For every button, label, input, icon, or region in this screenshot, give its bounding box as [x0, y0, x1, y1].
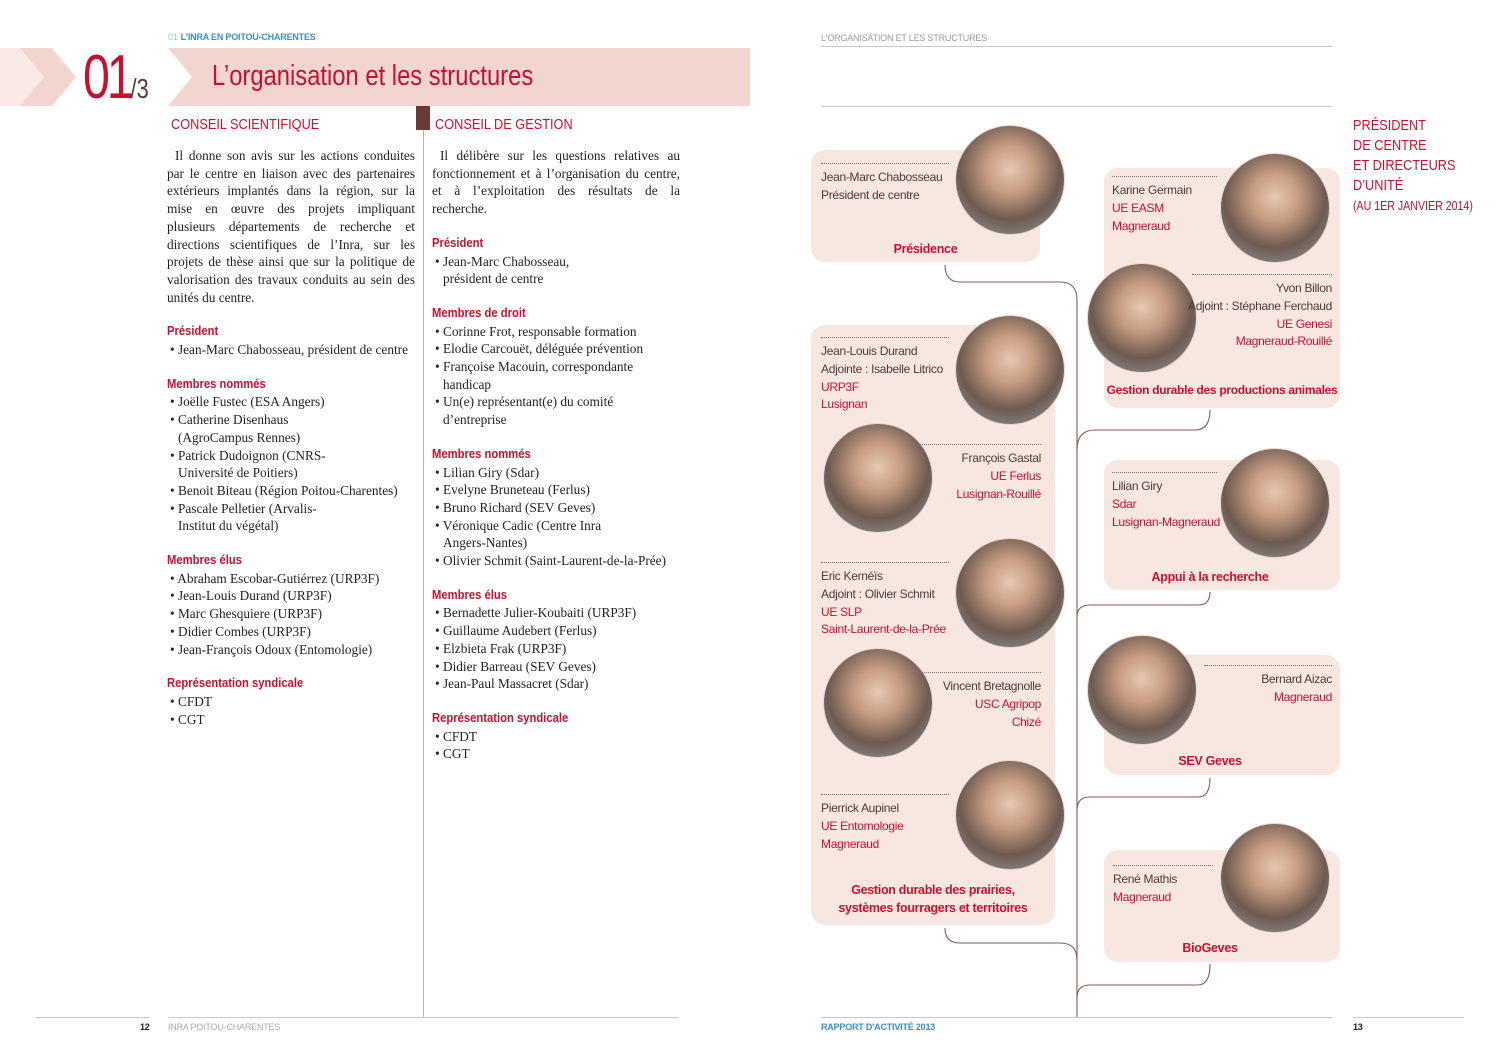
list-item: • Corinne Frot, responsable formation — [432, 323, 680, 341]
list-item: • Jean-Marc Chabosseau, président de centre — [167, 341, 415, 359]
list-item: • Marc Ghesquiere (URP3F) — [167, 605, 415, 623]
side-title-line: PRÉSIDENT — [1353, 117, 1426, 134]
list-item: • Elzbieta Frak (URP3F) — [432, 640, 680, 658]
section-title: Représentation syndicale — [167, 676, 304, 691]
list-item: • Elodie Carcouët, déléguée prévention — [432, 340, 680, 358]
person-site: Chizé — [1011, 714, 1041, 729]
presidence-label: Présidence — [893, 242, 958, 256]
person-role: Adjointe : Isabelle Litrico — [821, 361, 943, 376]
person-unit: UE Ferlus — [990, 468, 1041, 483]
biogeves-label: BioGeves — [1182, 941, 1238, 955]
side-title-line: D’UNITÉ — [1353, 177, 1404, 194]
sev-geves-label: SEV Geves — [1178, 754, 1242, 768]
animales-label: Gestion durable des productions animales — [1106, 383, 1338, 397]
dotted-rule — [1204, 665, 1332, 666]
person-name: François Gastal — [961, 451, 1041, 465]
person-name: René Mathis — [1113, 872, 1178, 886]
page-title: L’organisation et les structures — [212, 60, 534, 92]
person-site: Magneraud — [1273, 689, 1332, 704]
chapter-number: 01/3 — [83, 43, 149, 112]
list-item: • Didier Barreau (SEV Geves) — [432, 658, 680, 676]
person-card — [821, 794, 1001, 853]
person-site: Saint-Laurent-de-la-Prée — [821, 622, 946, 637]
list-item: • Jean-Paul Massacret (Sdar) — [432, 675, 680, 693]
person-unit: UE EASM — [1112, 200, 1164, 215]
dotted-rule — [821, 562, 949, 563]
person-site: Magneraud — [1113, 889, 1172, 904]
list-item: • Evelyne Bruneteau (Ferlus) — [432, 481, 680, 499]
person-name: Karine Germain — [1112, 183, 1192, 197]
section-title: Membres élus — [167, 553, 243, 568]
dotted-rule — [821, 163, 949, 164]
list-item: • Bruno Richard (SEV Geves) — [432, 499, 680, 517]
person-name: Yvon Billon — [1275, 281, 1332, 295]
dotted-rule — [913, 444, 1041, 445]
list-item: • CFDT — [432, 728, 680, 746]
section-title: Membres nommés — [167, 376, 266, 391]
list-item: • Françoise Macouin, correspondante handicap — [432, 358, 657, 393]
person-card — [861, 672, 1041, 731]
person-card — [821, 163, 1001, 205]
prairies-label: Gestion durable des prairies, systèmes fourragers et territoires — [838, 883, 1028, 915]
person-site: Lusignan-Rouillé — [956, 486, 1041, 501]
dotted-rule — [1112, 472, 1217, 473]
dotted-rule — [1112, 176, 1217, 177]
list-item: • CGT — [432, 745, 680, 763]
person-card — [1152, 665, 1332, 707]
conseil-scientifique-heading: CONSEIL SCIENTIFIQUE — [171, 116, 320, 133]
person-card — [821, 562, 1001, 639]
person-name: Lilian Giry — [1112, 479, 1163, 493]
person-unit: USC Agripop — [974, 696, 1041, 711]
section-title: Membres nommés — [432, 446, 531, 461]
side-subtitle: (AU 1ER JANVIER 2014) — [1353, 199, 1473, 213]
footer-text: INRA POITOU-CHARENTES — [168, 1022, 281, 1032]
person-unit: UE SLP — [821, 604, 862, 619]
list-item: • Guillaume Audebert (Ferlus) — [432, 622, 680, 640]
person-site: Lusignan — [821, 397, 868, 412]
person-site: Magneraud-Rouillé — [1235, 334, 1332, 349]
section-title: Membres de droit — [432, 305, 526, 320]
list-item: • Catherine Disenhaus (AgroCampus Rennes) — [167, 411, 317, 446]
section-kicker: 01 L'INRA EN POITOU-CHARENTES — [168, 32, 316, 42]
person-card — [1112, 176, 1292, 235]
dotted-rule — [821, 794, 949, 795]
dotted-rule — [1113, 865, 1213, 866]
list-item: • Benoit Biteau (Région Poitou-Charentes) — [167, 482, 415, 500]
intro-text: Il délibère sur les questions relatives au fonctionnement et à l’organisation du centre, et à l’exploitation des résultats de la recherche. — [432, 148, 680, 217]
person-unit: UE Entomologie — [821, 818, 904, 833]
footer-rule — [821, 1017, 1332, 1018]
list-item: • Jean-François Odoux (Entomologie) — [167, 641, 415, 659]
list-item: • Olivier Schmit (Saint-Laurent-de-la-Prée) — [432, 552, 692, 570]
footer-text: RAPPORT D'ACTIVITÉ 2013 — [821, 1022, 936, 1032]
side-title-line: ET DIRECTEURS — [1353, 157, 1456, 174]
dotted-rule — [1192, 274, 1332, 275]
person-card — [1113, 865, 1293, 907]
person-unit: UE Genesi — [1276, 316, 1332, 331]
page-number: 13 — [1353, 1022, 1363, 1032]
appui-label: Appui à la recherche — [1151, 570, 1269, 584]
running-header: L'ORGANISATION ET LES STRUCTURES — [821, 33, 988, 43]
list-item: • Un(e) représentant(e) du comité d’entreprise — [432, 393, 632, 428]
person-name: Vincent Bretagnolle — [942, 679, 1041, 693]
section-title: Président — [167, 324, 219, 339]
person-card — [1152, 274, 1332, 351]
dotted-rule — [821, 337, 949, 338]
side-title-line: DE CENTRE — [1353, 137, 1427, 154]
conseil-gestion-heading: CONSEIL DE GESTION — [435, 116, 573, 133]
person-site: Magneraud — [1112, 218, 1171, 233]
person-name: Jean-Marc Chabosseau — [821, 170, 943, 184]
person-card — [861, 444, 1041, 503]
intro-text: Il donne son avis sur les actions conduites par le centre en liaison avec des partenaires extérieurs implantés dans la région, sur la mise en œuvre des projets impliquant plusieurs départements de recherche et directions scientifiques de l’Inra, sur les projets de thèse ainsi que sur la politique de valorisation des travaux conduits au sein des unités du centre. — [167, 148, 415, 305]
list-item: • Bernadette Julier-Koubaiti (URP3F) — [432, 604, 680, 622]
list-item: • Véronique Cadic (Centre Inra Angers-Nantes) — [432, 517, 622, 552]
list-item: • Pascale Pelletier (Arvalis-Institut du végétal) — [167, 500, 347, 535]
section-title: Membres élus — [432, 587, 508, 602]
person-unit: Sdar — [1112, 496, 1137, 511]
list-item: • Joëlle Fustec (ESA Angers) — [167, 393, 415, 411]
person-name: Jean-Louis Durand — [821, 344, 918, 358]
list-item: • Abraham Escobar-Gutiérrez (URP3F) — [167, 570, 415, 588]
person-role: Adjoint : Stéphane Ferchaud — [1187, 298, 1332, 313]
footer-rule — [1353, 1017, 1464, 1018]
person-unit: URP3F — [821, 379, 859, 394]
list-item: • CFDT — [167, 693, 415, 711]
list-item: • Didier Combes (URP3F) — [167, 623, 415, 641]
person-name: Pierrick Aupinel — [821, 801, 899, 815]
section-title: Représentation syndicale — [432, 710, 569, 725]
person-name: Eric Kernéïs — [821, 569, 883, 583]
list-item: • CGT — [167, 711, 415, 729]
list-item: • Jean-Marc Chabosseau, président de centre — [432, 253, 592, 288]
person-role: Président de centre — [821, 187, 920, 202]
list-item: • Jean-Louis Durand (URP3F) — [167, 587, 415, 605]
list-item: • Lilian Giry (Sdar) — [432, 464, 680, 482]
dotted-rule — [913, 672, 1041, 673]
person-card — [821, 337, 1001, 414]
person-role: Adjoint : Olivier Schmit — [821, 586, 935, 601]
person-card — [1112, 472, 1292, 531]
person-name: Bernard Aizac — [1261, 672, 1332, 686]
section-title: Président — [432, 235, 484, 250]
person-site: Magneraud — [821, 836, 880, 851]
person-site: Lusignan-Magneraud — [1112, 514, 1221, 529]
page-number: 12 — [140, 1022, 150, 1032]
list-item: • Patrick Dudoignon (CNRS-Université de Poitiers) — [167, 447, 357, 482]
